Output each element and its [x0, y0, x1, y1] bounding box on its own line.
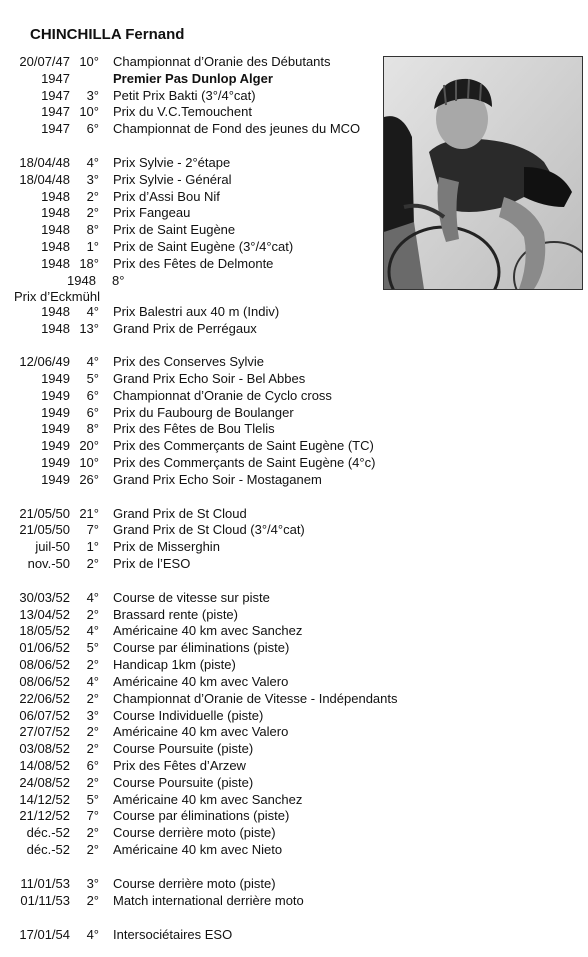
result-row [0, 471, 588, 488]
result-rank: 2° [86, 657, 99, 672]
result-event: Américaine 40 km avec Valero [113, 724, 289, 739]
result-event: Course derrière moto (piste) [113, 876, 276, 891]
result-event: Championnat d’Oranie de Cyclo cross [113, 388, 332, 403]
result-rank: 1° [86, 539, 99, 554]
result-event: Handicap 1km (piste) [113, 657, 236, 672]
result-rank: 5° [86, 640, 99, 655]
result-date: 18/04/48 [19, 155, 70, 170]
result-row [0, 656, 588, 673]
result-row [0, 824, 588, 841]
result-event: Grand Prix de St Cloud (3°/4°cat) [113, 522, 305, 537]
result-row [0, 690, 588, 707]
result-rank: 6° [86, 405, 99, 420]
result-date: 21/05/50 [19, 522, 70, 537]
result-rank: 3° [86, 172, 99, 187]
result-row [0, 926, 588, 943]
result-event: Prix des Fêtes de Delmonte [113, 256, 274, 271]
result-rank: 10° [79, 54, 99, 69]
odd-row-rank: 8° [112, 273, 125, 288]
result-date: 1949 [41, 455, 70, 470]
result-date: 17/01/54 [19, 927, 70, 942]
result-date: 1948 [41, 205, 70, 220]
result-row [0, 521, 588, 538]
result-date: 13/04/52 [19, 607, 70, 622]
result-event: Course par éliminations (piste) [113, 808, 290, 823]
result-date: 30/03/52 [19, 590, 70, 605]
result-rank: 4° [86, 623, 99, 638]
result-date: 22/06/52 [19, 691, 70, 706]
result-rank: 4° [86, 304, 99, 319]
result-row [0, 437, 588, 454]
result-event: Course Poursuite (piste) [113, 775, 254, 790]
result-date: 14/08/52 [19, 758, 70, 773]
result-event: Intersociétaires ESO [113, 927, 233, 942]
result-row [0, 841, 588, 858]
cyclist-photo [383, 56, 583, 290]
result-row [0, 454, 588, 471]
result-rank: 21° [79, 506, 99, 521]
result-event: Prix de Misserghin [113, 539, 220, 554]
result-row [0, 505, 588, 522]
result-rank: 4° [86, 674, 99, 689]
result-date: 1949 [41, 388, 70, 403]
result-date: 1947 [41, 104, 70, 119]
result-event: Championnat d’Oranie des Débutants [113, 54, 331, 69]
result-rank: 26° [79, 472, 99, 487]
result-row [0, 622, 588, 639]
result-date: 1949 [41, 371, 70, 386]
result-row [0, 555, 588, 572]
result-rank: 7° [86, 522, 99, 537]
result-date: 14/12/52 [19, 792, 70, 807]
result-event: Prix Fangeau [113, 205, 191, 220]
result-row [0, 774, 588, 791]
result-date: déc.-52 [26, 842, 70, 857]
result-event: Course par éliminations (piste) [113, 640, 290, 655]
result-date: 18/04/48 [19, 172, 70, 187]
result-rank: 8° [86, 421, 99, 436]
result-row [0, 387, 588, 404]
result-rank: 2° [86, 724, 99, 739]
result-event: Prix Balestri aux 40 m (Indiv) [113, 304, 280, 319]
result-date: 1948 [41, 189, 70, 204]
cyclist-image [384, 57, 582, 289]
result-event: Championnat de Fond des jeunes du MCO [113, 121, 361, 136]
result-row [0, 538, 588, 555]
result-row [0, 320, 588, 337]
result-rank: 4° [86, 590, 99, 605]
result-date: déc.-52 [26, 825, 70, 840]
result-rank: 6° [86, 121, 99, 136]
result-rank: 10° [79, 455, 99, 470]
result-rank: 5° [86, 371, 99, 386]
result-date: 1948 [41, 321, 70, 336]
result-rank: 4° [86, 354, 99, 369]
result-row [0, 723, 588, 740]
result-rank: 20° [79, 438, 99, 453]
result-row [0, 589, 588, 606]
result-row [0, 404, 588, 421]
result-row [0, 757, 588, 774]
result-row [0, 807, 588, 824]
result-date: 08/06/52 [19, 674, 70, 689]
result-event: Prix des Fêtes de Bou Tlelis [113, 421, 275, 436]
result-event: Prix du V.C.Temouchent [113, 104, 252, 119]
result-event: Américaine 40 km avec Nieto [113, 842, 283, 857]
result-row [0, 673, 588, 690]
result-date: juil-50 [35, 539, 70, 554]
result-rank: 3° [86, 876, 99, 891]
result-date: 1949 [41, 421, 70, 436]
result-row [0, 420, 588, 437]
result-rank: 3° [86, 708, 99, 723]
result-date: 1949 [41, 438, 70, 453]
result-row [0, 892, 588, 909]
result-row [0, 875, 588, 892]
result-date: 1949 [41, 472, 70, 487]
result-date: nov.-50 [27, 556, 70, 571]
result-date: 1948 [41, 256, 70, 271]
result-event: Course derrière moto (piste) [113, 825, 276, 840]
result-date: 1947 [41, 71, 70, 86]
result-rank: 10° [79, 104, 99, 119]
result-rank: 2° [86, 893, 99, 908]
result-event: Prix des Fêtes d’Arzew [113, 758, 246, 773]
odd-row-date: 1948 [67, 273, 96, 288]
result-date: 27/07/52 [19, 724, 70, 739]
result-date: 01/11/53 [20, 893, 70, 908]
result-rank: 5° [86, 792, 99, 807]
result-rank: 2° [86, 691, 99, 706]
result-event: Américaine 40 km avec Sanchez [113, 623, 303, 638]
result-event: Prix des Commerçants de Saint Eugène (4°c) [113, 455, 376, 470]
result-date: 1947 [41, 121, 70, 136]
result-event: Prix du Faubourg de Boulanger [113, 405, 294, 420]
result-rank: 4° [86, 155, 99, 170]
result-event: Course Poursuite (piste) [113, 741, 254, 756]
result-date: 01/06/52 [19, 640, 70, 655]
result-row [0, 707, 588, 724]
result-date: 1948 [41, 239, 70, 254]
result-date: 24/08/52 [19, 775, 70, 790]
result-rank: 8° [86, 222, 99, 237]
result-date: 06/07/52 [19, 708, 70, 723]
result-row [0, 353, 588, 370]
result-date: 03/08/52 [19, 741, 70, 756]
result-event: Prix de Saint Eugène [113, 222, 236, 237]
result-event: Prix d’Assi Bou Nif [113, 189, 220, 204]
result-event: Prix des Commerçants de Saint Eugène (TC) [113, 438, 374, 453]
result-rank: 2° [86, 556, 99, 571]
result-event: Prix Sylvie - 2°étape [113, 155, 231, 170]
result-row [0, 740, 588, 757]
result-rank: 18° [79, 256, 99, 271]
result-row [0, 303, 588, 320]
result-event: Américaine 40 km avec Valero [113, 674, 289, 689]
result-event: Petit Prix Bakti (3°/4°cat) [113, 88, 256, 103]
result-event: Prix Sylvie - Général [113, 172, 232, 187]
result-date: 12/06/49 [19, 354, 70, 369]
result-row [0, 639, 588, 656]
result-rank: 2° [86, 775, 99, 790]
result-rank: 4° [86, 927, 99, 942]
result-rank: 6° [86, 758, 99, 773]
result-date: 1948 [41, 304, 70, 319]
result-event: Brassard rente (piste) [113, 607, 238, 622]
result-event: Premier Pas Dunlop Alger [113, 71, 273, 86]
result-rank: 2° [86, 825, 99, 840]
result-date: 21/05/50 [19, 506, 70, 521]
result-event: Grand Prix Echo Soir - Mostaganem [113, 472, 322, 487]
result-rank: 2° [86, 607, 99, 622]
result-event: Prix de l’ESO [113, 556, 191, 571]
result-event: Championnat d’Oranie de Vitesse - Indépendants [113, 691, 398, 706]
result-event: Course Individuelle (piste) [113, 708, 264, 723]
page-title: CHINCHILLA Fernand [30, 26, 185, 43]
result-event: Course de vitesse sur piste [113, 590, 270, 605]
result-event: Grand Prix de Perrégaux [113, 321, 257, 336]
result-rank: 2° [86, 189, 99, 204]
result-event: Grand Prix de St Cloud [113, 506, 247, 521]
result-rank: 2° [86, 205, 99, 220]
result-rank: 7° [86, 808, 99, 823]
result-date: 08/06/52 [19, 657, 70, 672]
result-date: 11/01/53 [20, 876, 70, 891]
result-row [0, 606, 588, 623]
result-event: Match international derrière moto [113, 893, 304, 908]
odd-row-event: Prix d’Eckmühl [14, 289, 100, 304]
result-event: Prix des Conserves Sylvie [113, 354, 264, 369]
result-date: 1949 [41, 405, 70, 420]
result-row [0, 791, 588, 808]
result-rank: 6° [86, 388, 99, 403]
result-event: Prix de Saint Eugène (3°/4°cat) [113, 239, 294, 254]
result-date: 1947 [41, 88, 70, 103]
result-rank: 2° [86, 741, 99, 756]
result-rank: 13° [79, 321, 99, 336]
result-rank: 2° [86, 842, 99, 857]
result-event: Grand Prix Echo Soir - Bel Abbes [113, 371, 306, 386]
result-rank: 1° [86, 239, 99, 254]
result-event: Américaine 40 km avec Sanchez [113, 792, 303, 807]
result-date: 18/05/52 [19, 623, 70, 638]
result-rank: 3° [86, 88, 99, 103]
result-row [0, 370, 588, 387]
result-date: 21/12/52 [19, 808, 70, 823]
result-date: 1948 [41, 222, 70, 237]
result-date: 20/07/47 [19, 54, 70, 69]
